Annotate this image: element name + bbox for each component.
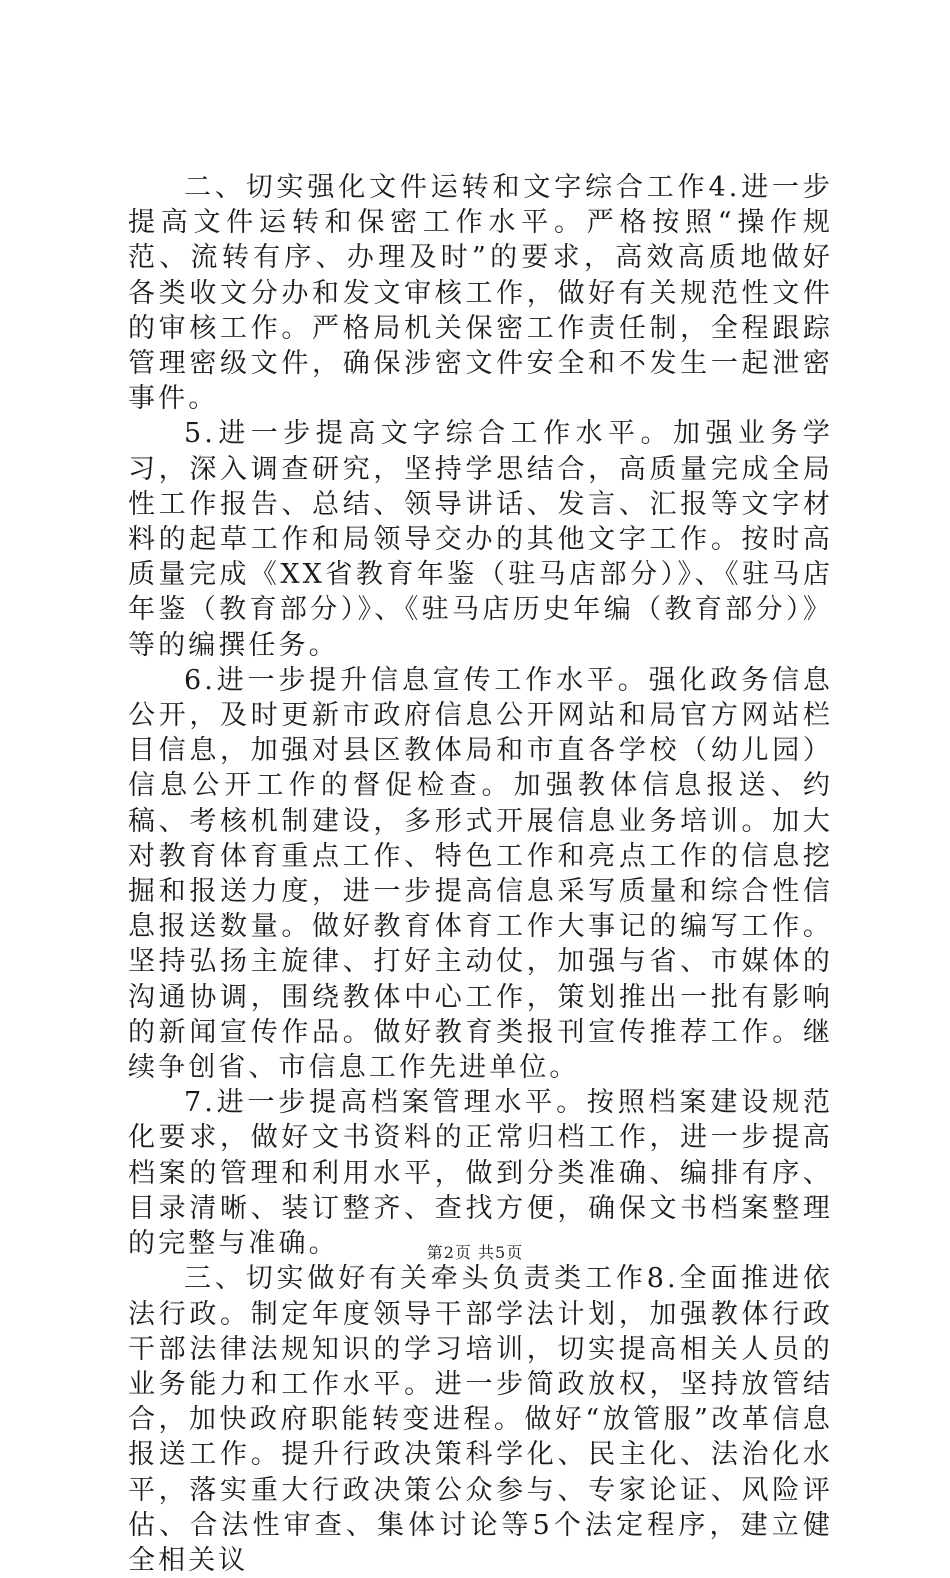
document-body (128, 170, 833, 1578)
paragraph-section-2-item-4: 二、切实强化文件运转和文字综合工作4.进一步提高文件运转和保密工作水平。严格按照“操作规范、流转有序、办理及时”的要求，高效高质地做好各类收文分办和发文审核工作，做好有关规范性文件的审核工作。严格局机关保密工作责任制，全程跟踪管理密级文件，确保涉密文件安全和不发生一起泄密事件。 (128, 172, 833, 415)
page-footer: 第2页 共5页 (426, 1243, 524, 1262)
paragraph-item-5: 5.进一步提高文字综合工作水平。加强业务学习，深入调查研究，坚持学思结合，高质量完成全局性工作报告、总结、领导讲话、发言、汇报等文字材料的起草工作和局领导交办的其他文字工作。按时高质量完成《XX省教育年鉴（驻马店部分）》、《驻马店年鉴（教育部分）》、《驻马店历史年编（教育部分）》等的编撰任务。 (128, 418, 833, 661)
paragraph-item-6: 6.进一步提升信息宣传工作水平。强化政务信息公开，及时更新市政府信息公开网站和局官方网站栏目信息，加强对县区教体局和市直各学校（幼儿园）信息公开工作的督促检查。加强教体信息报送、约稿、考核机制建设，多形式开展信息业务培训。加大对教育体育重点工作、特色工作和亮点工作的信息挖掘和报送力度，进一步提高信息采写质量和综合性信息报送数量。做好教育体育工作大事记的编写工作。坚持弘扬主旋律、打好主动仗，加强与省、市媒体的沟通协调，围绕教体中心工作，策划推出一批有影响的新闻宣传作品。做好教育类报刊宣传推荐工作。继续争创省、市信息工作先进单位。 (128, 664, 833, 1084)
paragraph-item-7: 7.进一步提高档案管理水平。按照档案建设规范化要求，做好文书资料的正常归档工作，进一步提高档案的管理和利用水平，做到分类准确、编排有序、目录清晰、装订整齐、查找方便，确保文书档案整理的完整与准确。 (128, 1087, 833, 1260)
paragraph-section-3-item-8: 三、切实做好有关牵头负责类工作8.全面推进依法行政。制定年度领导干部学法计划，加强教体行政干部法律法规知识的学习培训，切实提高相关人员的业务能力和工作水平。进一步简政放权，坚持放管结合，加快政府职能转变进程。做好“放管服”改革信息报送工作。提升行政决策科学化、民主化、法治化水平，落实重大行政决策公众参与、专家论证、风险评估、合法性审查、集体讨论等5个法定程序，建立健全相关议 (128, 1263, 833, 1576)
